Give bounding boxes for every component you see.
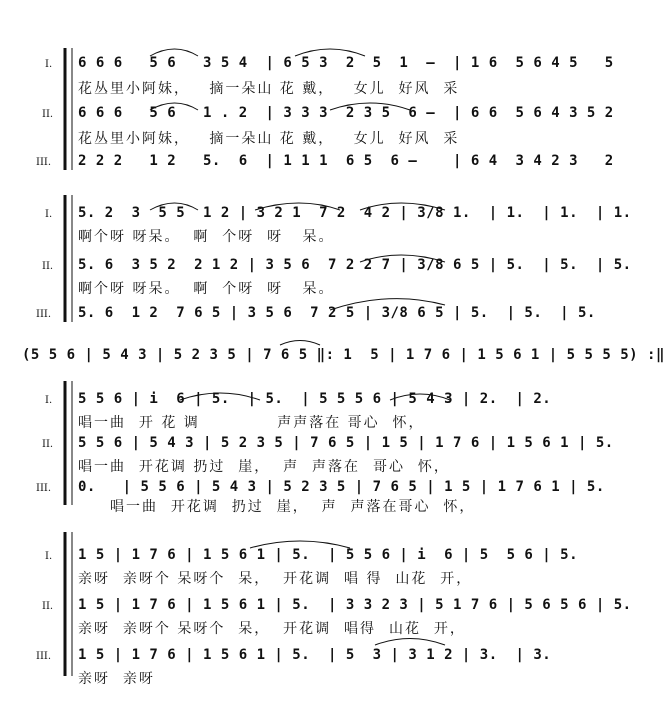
- lyric-line: 唱一曲 开 花 调 声声落在 哥心 怀，: [78, 415, 425, 431]
- interlude-notes: (5 5 6 | 5 4 3 | 5 2 3 5 | 7 6 5 ‖: 1 5 | 1 7 6 | 1 5 6 1 | 5 5 5 5) :‖: [22, 347, 665, 363]
- lyric-line: 唱一曲 开花调 扔过 崖， 声 声落在 哥心 怀，: [78, 459, 450, 475]
- lyric-line: 亲呀 亲呀个 呆呀个 呆， 开花调 唱 得 山花 开，: [78, 571, 473, 587]
- lyric-line: 亲呀 亲呀个 呆呀个 呆， 开花调 唱得 山花 开，: [78, 621, 466, 637]
- part-label-i: I.: [45, 209, 53, 220]
- lyric-line: 花丛里小阿妹， 摘一朵山 花 戴， 女儿 好风 采: [78, 131, 460, 147]
- notes-line: 1 5 | 1 7 6 | 1 5 6 1 | 5. | 5 5 6 | i 6 | 5 5 6 | 5.: [78, 547, 579, 563]
- notes-line: 0. | 5 5 6 | 5 4 3 | 5 2 3 5 | 7 6 5 | 1 5 | 1 7 6 1 | 5.: [78, 479, 605, 495]
- lyric-line: 啊个呀 呀呆。 啊 个呀 呀 呆。: [78, 281, 335, 297]
- part-label-iii: III.: [36, 309, 52, 320]
- notes-line: 5. 2 3 5 5 1 2 | 3 2 1 7 2 4 2 | 3/8 1. | 1. | 1. | 1.: [78, 205, 632, 221]
- lyric-line: 唱一曲 开花调 扔过 崖， 声 声落在哥心 怀，: [110, 499, 476, 515]
- part-label-iii: III.: [36, 651, 52, 662]
- notes-line: 2 2 2 1 2 5. 6 | 1 1 1 6 5 6 – | 6 4 3 4 2 3 2: [78, 153, 614, 169]
- part-label-ii: II.: [42, 601, 54, 612]
- part-label-ii: II.: [42, 261, 54, 272]
- notes-line: 6 6 6 5 6 3 5 4 | 6 5 3 2 5 1 – | 1 6 5 6 4 5 5: [78, 55, 614, 71]
- part-label-iii: III.: [36, 157, 52, 168]
- part-label-ii: II.: [42, 439, 54, 450]
- lyric-line: 啊个呀 呀呆。 啊 个呀 呀 呆。: [78, 229, 335, 245]
- part-label-iii: III.: [36, 483, 52, 494]
- notes-line: 5 5 6 | i 6 | 5. | 5. | 5 5 5 6 | 5 4 3 | 2. | 2.: [78, 391, 552, 407]
- lyric-line: 亲呀 亲呀: [78, 671, 155, 687]
- notes-line: 5. 6 3 5 2 2 1 2 | 3 5 6 7 2 2 7 | 3/8 6 5 | 5. | 5. | 5.: [78, 257, 632, 273]
- notes-line: 1 5 | 1 7 6 | 1 5 6 1 | 5. | 5 3 | 3 1 2 | 3. | 3.: [78, 647, 552, 663]
- notes-line: 1 5 | 1 7 6 | 1 5 6 1 | 5. | 3 3 2 3 | 5 1 7 6 | 5 6 5 6 | 5.: [78, 597, 632, 613]
- part-label-i: I.: [45, 551, 53, 562]
- notes-line: 6 6 6 5 6 1 . 2 | 3 3 3 2 3 5 6 – | 6 6 5 6 4 3 5 2: [78, 105, 614, 121]
- part-label-i: I.: [45, 59, 53, 70]
- part-label-ii: II.: [42, 109, 54, 120]
- lyric-line: 花丛里小阿妹， 摘一朵山 花 戴， 女儿 好风 采: [78, 81, 460, 97]
- part-label-i: I.: [45, 395, 53, 406]
- notes-line: 5. 6 1 2 7 6 5 | 3 5 6 7 2 5 | 3/8 6 5 | 5. | 5. | 5.: [78, 305, 596, 321]
- notes-line: 5 5 6 | 5 4 3 | 5 2 3 5 | 7 6 5 | 1 5 | 1 7 6 | 1 5 6 1 | 5.: [78, 435, 614, 451]
